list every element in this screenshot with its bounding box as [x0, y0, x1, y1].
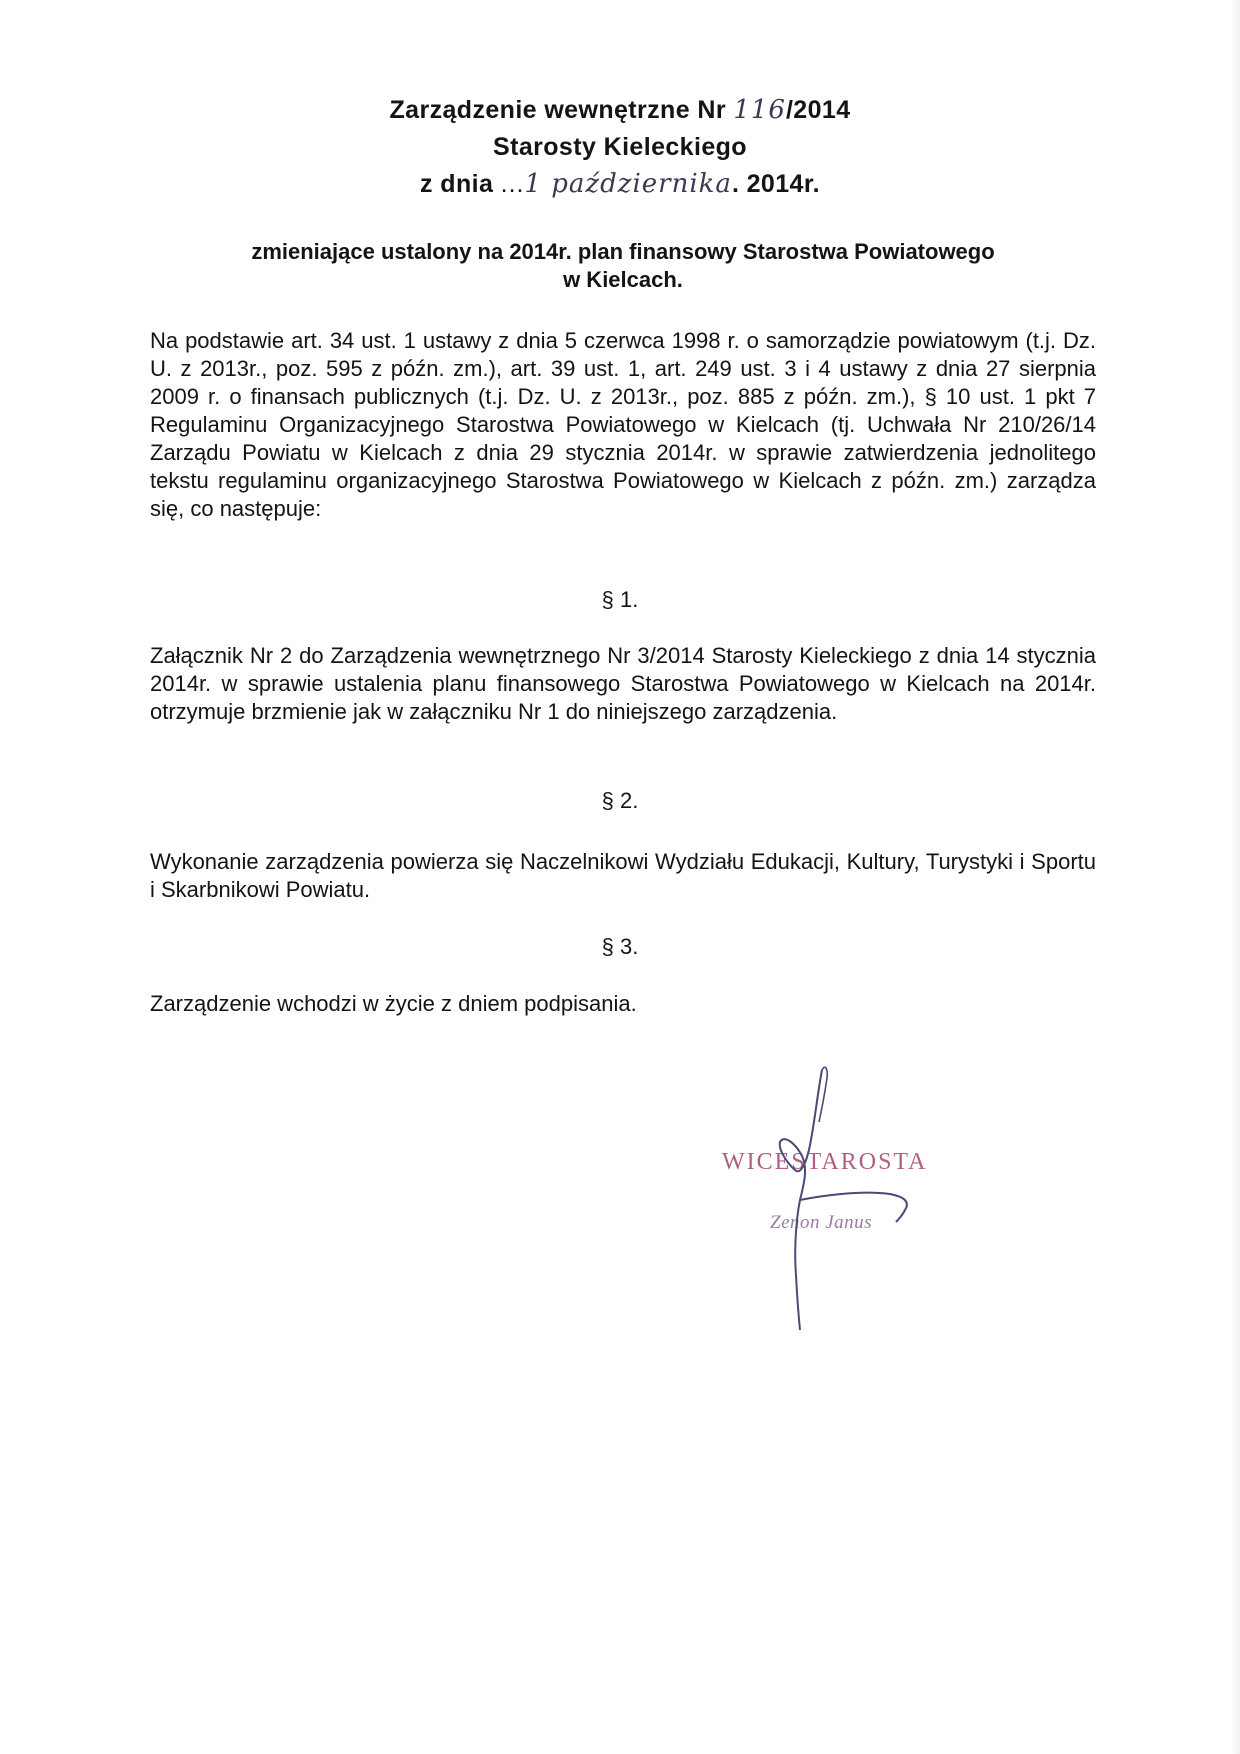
handwritten-date: 1 października [524, 169, 732, 199]
document-header [0, 92, 1240, 203]
subject-line-2: w Kielcach. [563, 267, 683, 292]
header-title-year: /2014 [785, 96, 851, 124]
header-date-year: . 2014r. [731, 170, 820, 198]
date-leader-dots: ... [500, 170, 525, 198]
subject-line-1: zmieniające ustalony na 2014r. plan finansowy Starostwa Powiatowego [251, 239, 995, 264]
document-subject [150, 238, 1096, 294]
header-title-prefix: Zarządzenie wewnętrzne Nr [389, 96, 726, 124]
stamp-name: Zenon Janus [770, 1212, 873, 1233]
header-date-prefix: z dnia [420, 170, 494, 198]
section-2-heading: § 2. [601, 788, 639, 813]
section-3-heading: § 3. [601, 934, 639, 959]
handwritten-signature [700, 1060, 960, 1340]
section-1-text: Załącznik Nr 2 do Zarządzenia wewnętrznego Nr 3/2014 Starosty Kieleckiego z dnia 14 stycznia 2014r. w sprawie ustalenia planu finansowego Starostwa Powiatowego w Kielcach na 2014r. otrzymuje brzmienie jak w załączniku Nr 1 do niniejszego zarządzenia. [150, 643, 1096, 724]
stamp-role: WICESTAROSTA [722, 1149, 928, 1175]
legal-basis-paragraph: Na podstawie art. 34 ust. 1 ustawy z dnia 5 czerwca 1998 r. o samorządzie powiatowym (t.j. Dz. U. z 2013r., poz. 595 z późn. zm.), art. 39 ust. 1, art. 249 ust. 3 i 4 ustawy z dnia 27 sierpnia 2009 r. o finansach publicznych (t.j. Dz. U. z 2013r., poz. 885 z późn. zm.), § 10 ust. 1 pkt 7 Regulaminu Organizacyjnego Starostwa Powiatowego w Kielcach (tj. Uchwała Nr 210/26/14 Zarządu Powiatu w Kielcach z dnia 29 stycznia 2014r. w sprawie zatwierdzenia jednolitego tekstu regulaminu organizacyjnego Starostwa Powiatowego w Kielcach z późn. zm.) zarządza się, co następuje: [150, 328, 1096, 521]
handwritten-number: 116 [733, 95, 786, 125]
header-date-line [0, 166, 1240, 203]
section-1-heading: § 1. [601, 587, 639, 612]
section-3-text: Zarządzenie wchodzi w życie z dniem podpisania. [150, 991, 637, 1016]
section-2-text: Wykonanie zarządzenia powierza się Naczelnikowi Wydziału Edukacji, Kultury, Turystyki i Sportu i Skarbnikowi Powiatu. [150, 849, 1096, 902]
scan-edge-shadow [1230, 0, 1240, 1754]
header-issuer: Starosty Kieleckiego [493, 133, 747, 161]
header-title-line [0, 92, 1240, 129]
official-stamp [700, 1060, 960, 1340]
